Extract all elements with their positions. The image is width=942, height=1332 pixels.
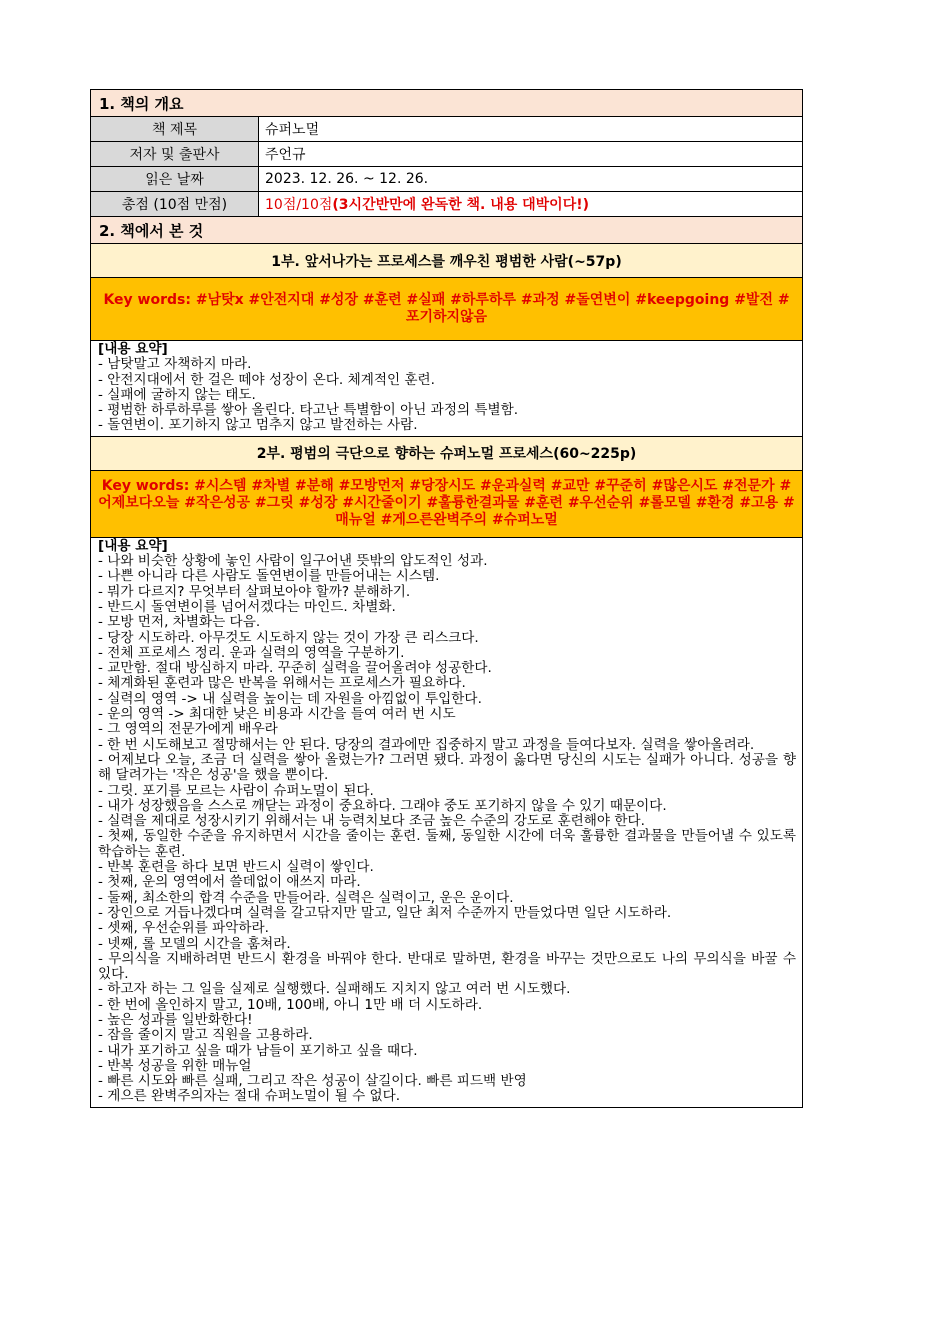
part2-heading: 2부. 평범의 극단으로 향하는 슈퍼노멀 프로세스(60~225p) [91, 436, 803, 470]
summary-line: - 교만함. 절대 방심하지 마라. 꾸준히 실력을 끌어올려야 성공한다. [98, 660, 492, 677]
part2-summary-row [91, 537, 803, 1107]
summary-line: - 실력의 영역 -> 내 실력을 높이는 데 자원을 아낌없이 투입한다. [98, 690, 482, 707]
summary-line: - 높은 성과를 일반화한다! [98, 1011, 253, 1028]
summary-line: - 실패에 굴하지 않는 태도. [98, 386, 256, 403]
part1-summary [91, 341, 803, 437]
summary-line: - 당장 시도하라. 아무것도 시도하지 않는 것이 가장 큰 리스크다. [98, 629, 479, 646]
summary-line: - 첫째, 운의 영역에서 쓸데없이 애쓰지 마라. [98, 874, 361, 891]
summary-line: - 셋째, 우선순위를 파악하라. [98, 920, 269, 937]
summary-line: - 첫째, 동일한 수준을 유지하면서 시간을 줄이는 훈련. 둘째, 동일한 시간에 더욱 훌륭한 결과물을 만들어낼 수 있도록 학습하는 훈련. [98, 828, 797, 860]
summary-line: - 안전지대에서 한 걸은 떼야 성장이 온다. 체계적인 훈련. [98, 371, 436, 388]
date-label: 읽은 날짜 [91, 167, 259, 192]
part1-summary-row [91, 341, 803, 437]
book-report-sheet [90, 89, 802, 1108]
summary-line: - 돌연변이. 포기하지 않고 멈추지 않고 발전하는 사람. [98, 417, 418, 434]
summary-line: - 전체 프로세스 정리. 운과 실력의 영역을 구분하기. [98, 644, 405, 661]
book-report-table [90, 89, 803, 1108]
date-value: 2023. 12. 26. ~ 12. 26. [259, 167, 803, 192]
summary-line: - 빠른 시도와 빠른 실패, 그리고 작은 성공이 살길이다. 빠른 피드백 반영 [98, 1073, 527, 1090]
summary-line: - 게으른 완벽주의자는 절대 슈퍼노멀이 될 수 없다. [98, 1088, 401, 1105]
author-label: 저자 및 출판사 [91, 142, 259, 167]
score-cell [259, 192, 803, 217]
summary-line: - 잠을 줄이지 말고 직원을 고용하라. [98, 1027, 313, 1044]
summary-line: - 둘째, 최소한의 합격 수준을 만들어라. 실력은 실력이고, 운은 운이다. [98, 889, 514, 906]
summary-line: - 남탓말고 자책하지 마라. [98, 356, 252, 373]
summary-line: - 운의 영역 -> 최대한 낮은 비용과 시간을 들여 여러 번 시도 [98, 706, 456, 723]
info-row-score [91, 192, 803, 217]
summary-line: - 실력을 제대로 성장시키기 위해서는 내 능력치보다 조금 높은 수준의 강도로 훈련해야 한다. [98, 813, 645, 830]
summary-line: - 무의식을 지배하려면 반드시 환경을 바꿔야 한다. 반대로 말하면, 환경을 바꾸는 것만으로도 나의 무의식을 바꿀 수 있다. [98, 950, 797, 983]
summary-line: - 하고자 하는 그 일을 실제로 실행했다. 실패해도 지치지 않고 여러 번 시도했다. [98, 981, 571, 998]
part2-summary-title: [내용 요약] [98, 537, 168, 554]
summary-line: - 체계화된 훈련과 많은 반복을 위해서는 프로세스가 필요하다. [98, 675, 466, 692]
summary-line: - 한 번에 올인하지 말고, 10배, 100배, 아니 1만 배 더 시도하라. [98, 996, 483, 1013]
summary-line: - 한 번 시도해보고 절망해서는 안 된다. 당장의 결과에만 집중하지 말고 과정을 들여다보자. 실력을 쌓아올려라. [98, 736, 755, 753]
summary-line: - 평범한 하루하루를 쌓아 올린다. 타고난 특별함이 아닌 과정의 특별함. [98, 402, 519, 419]
summary-line: - 내가 성장했음을 스스로 깨닫는 과정이 중요하다. 그래야 중도 포기하지 않을 수 있기 때문이다. [98, 797, 667, 814]
summary-line: - 넷째, 롤 모델의 시간을 훔쳐라. [98, 935, 291, 952]
summary-line: - 반드시 돌연변이를 넘어서겠다는 마인드. 차별화. [98, 598, 396, 615]
title-value: 슈퍼노멀 [259, 117, 803, 142]
section-row-overview [91, 90, 803, 117]
info-row-date [91, 167, 803, 192]
part1-summary-title: [내용 요약] [98, 341, 168, 357]
score-value: 10점/10점 [265, 197, 333, 213]
summary-line: - 그릿. 포기를 모르는 사람이 슈퍼노멀이 된다. [98, 782, 374, 799]
summary-line: - 그 영역의 전문가에게 배우라 [98, 721, 278, 738]
title-label: 책 제목 [91, 117, 259, 142]
summary-line: - 어제보다 오늘, 조금 더 실력을 쌓아 올렸는가? 그러면 됐다. 과정이 옳다면 당신의 시도는 실패가 아니다. 성공을 향해 달려가는 '작은 성공'을 했을 뿐이다. [98, 751, 797, 784]
summary-line: - 나쁜 아니라 다른 사람도 돌연변이를 만들어내는 시스템. [98, 568, 440, 585]
part2-heading-row [91, 436, 803, 470]
summary-line: - 내가 포기하고 싶을 때가 남들이 포기하고 싶을 때다. [98, 1042, 418, 1059]
part1-keywords: Key words: #남탓x #안전지대 #성장 #훈련 #실패 #하루하루 #과정 #돌연변이 #keepgoing #발전 #포기하지않음 [91, 278, 803, 341]
section-row-seen [91, 217, 803, 244]
summary-line: - 모방 먼저, 차별화는 다음. [98, 614, 261, 631]
part1-heading: 1부. 앞서나가는 프로세스를 깨우친 평범한 사람(~57p) [91, 244, 803, 278]
summary-line: - 뭐가 다르지? 무엇부터 살펴보아야 할까? 분해하기. [98, 583, 411, 600]
part2-keywords-row [91, 470, 803, 537]
summary-line: - 반복 성공을 위한 매뉴얼 [98, 1057, 252, 1074]
part1-keywords-row [91, 278, 803, 341]
score-label: 총점 (10점 만점) [91, 192, 259, 217]
summary-line: - 나와 비슷한 상황에 놓인 사람이 일구어낸 뜻밖의 압도적인 성과. [98, 553, 488, 570]
summary-line: - 장인으로 거듭나겠다며 실력을 갈고닦지만 말고, 일단 최저 수준까지 만들었다면 일단 시도하라. [98, 904, 672, 921]
section-title-overview: 1. 책의 개요 [91, 90, 803, 117]
part2-summary [91, 537, 803, 1107]
section-title-seen: 2. 책에서 본 것 [91, 217, 803, 244]
info-row-author [91, 142, 803, 167]
score-comment: (3시간반만에 완독한 책. 내용 대박이다!) [332, 197, 590, 213]
author-value: 주언규 [259, 142, 803, 167]
info-row-title [91, 117, 803, 142]
part1-heading-row [91, 244, 803, 278]
part2-keywords: Key words: #시스템 #차별 #분해 #모방먼저 #당장시도 #운과실력 #교만 #꾸준히 #많은시도 #전문가 #어제보다오늘 #작은성공 #그릿 #성장 #시간줄이기 #훌륭한결과물 #훈련 #우선순위 #롤모델 #환경 #고용 #매뉴얼 #게으른완벽주의 #슈퍼노멀 [91, 470, 803, 537]
summary-line: - 반복 훈련을 하다 보면 반드시 실력이 쌓인다. [98, 859, 374, 876]
